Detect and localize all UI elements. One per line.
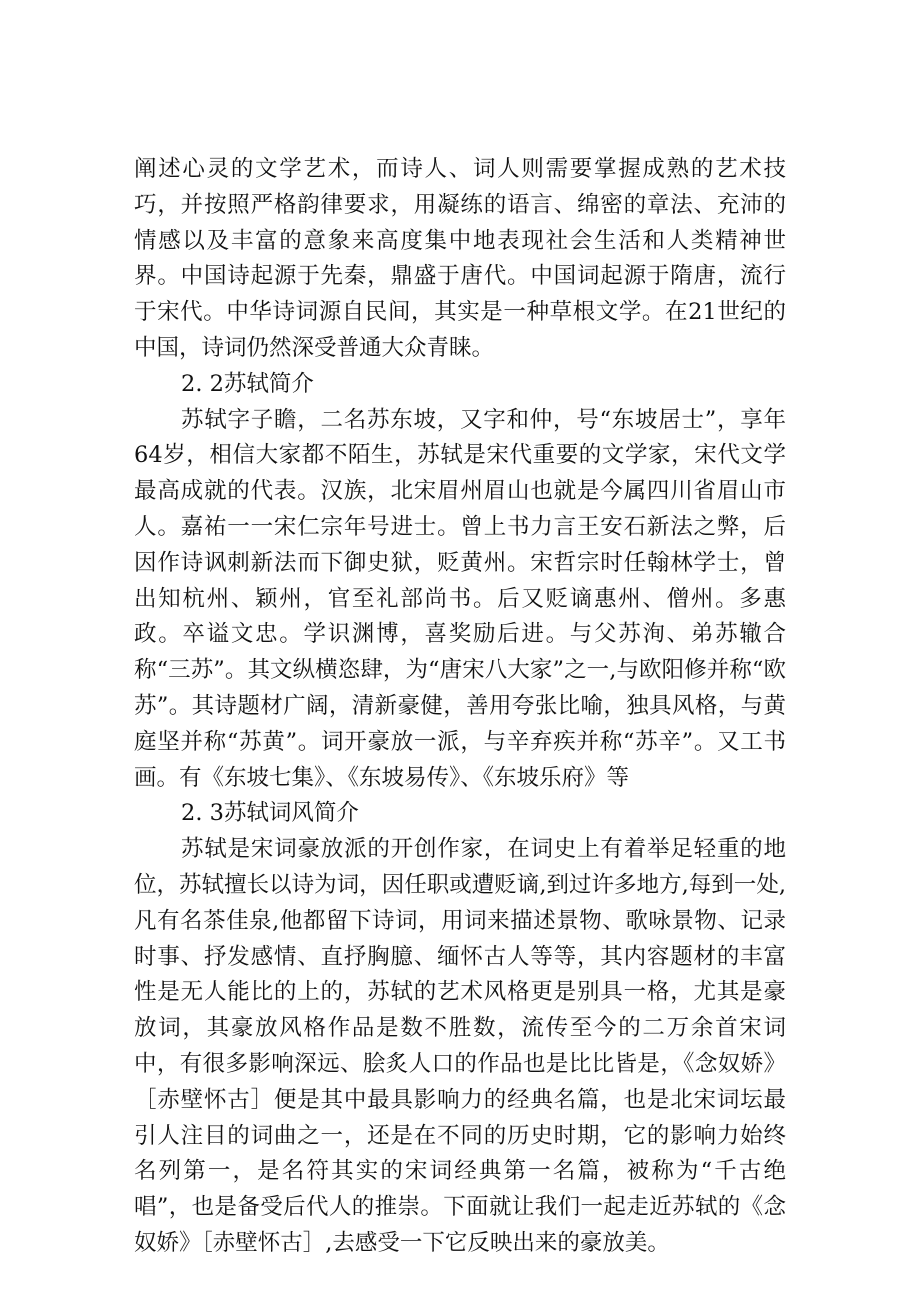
intro-paragraph: 阐述心灵的文学艺术，而诗人、词人则需要掌握成熟的艺术技巧，并按照严格韵律要求，用凝练的语言、绵密的章法、充沛的情感以及丰富的意象来高度集中地表现社会生活和人类精神世界。中国诗起源于先秦，鼎盛于唐代。中国词起源于隋唐，流行于宋代。中华诗词源自民间，其实是一种草根文学。在21世纪的中国，诗词仍然深受普通大众青睐。 bbox=[134, 156, 786, 361]
section-heading-su-shi-intro: 2. 2苏轼简介 bbox=[181, 370, 314, 397]
section-heading-su-shi-style: 2. 3苏轼词风简介 bbox=[181, 800, 359, 827]
document-body bbox=[134, 152, 786, 1262]
su-shi-style-paragraph: 苏轼是宋词豪放派的开创作家，在词史上有着举足轻重的地位，苏轼擅长以诗为词，因任职或遭贬谪,到过许多地方,每到一处,凡有名茶佳泉,他都留下诗词，用词来描述景物、歌咏景物、记录时事、抒发感情、直抒胸臆、缅怀古人等等，其内容题材的丰富性是无人能比的上的，苏轼的艺术风格更是别具一格，尤其是豪放词，其豪放风格作品是数不胜数，流传至今的二万余首宋词中，有很多影响深远、脍炙人口的作品也是比比皆是，《念奴娇》［赤壁怀古］便是其中最具影响力的经典名篇，也是北宋词坛最引人注目的词曲之一，还是在不同的历史时期，它的影响力始终名列第一，是名符其实的宋词经典第一名篇，被称为“千古绝唱”，也是备受后代人的推崇。下面就让我们一起走近苏轼的《念奴娇》［赤壁怀古］,去感受一下它反映出来的豪放美。 bbox=[134, 836, 786, 1256]
su-shi-bio-paragraph: 苏轼字子瞻，二名苏东坡，又字和仲，号“东坡居士”，享年64岁，相信大家都不陌生，苏轼是宋代重要的文学家，宋代文学最高成就的代表。汉族，北宋眉州眉山也就是今属四川省眉山市人。嘉祐一一宋仁宗年号进士。曾上书力言王安石新法之弊，后因作诗讽刺新法而下御史狱，贬黄州。宋哲宗时任翰林学士，曾出知杭州、颖州，官至礼部尚书。后又贬谪惠州、僧州。多惠政。卒谥文忠。学识渊博，喜奖励后进。与父苏洵、弟苏辙合称“三苏”。其文纵横恣肆，为“唐宋八大家”之一,与欧阳修并称“欧苏”。其诗题材广阔，清新豪健，善用夸张比喻，独具风格，与黄庭坚并称“苏黄”。词开豪放一派，与辛弃疾并称“苏辛”。又工书画。有《东坡七集》、《东坡易传》、《东坡乐府》等 bbox=[134, 406, 786, 791]
